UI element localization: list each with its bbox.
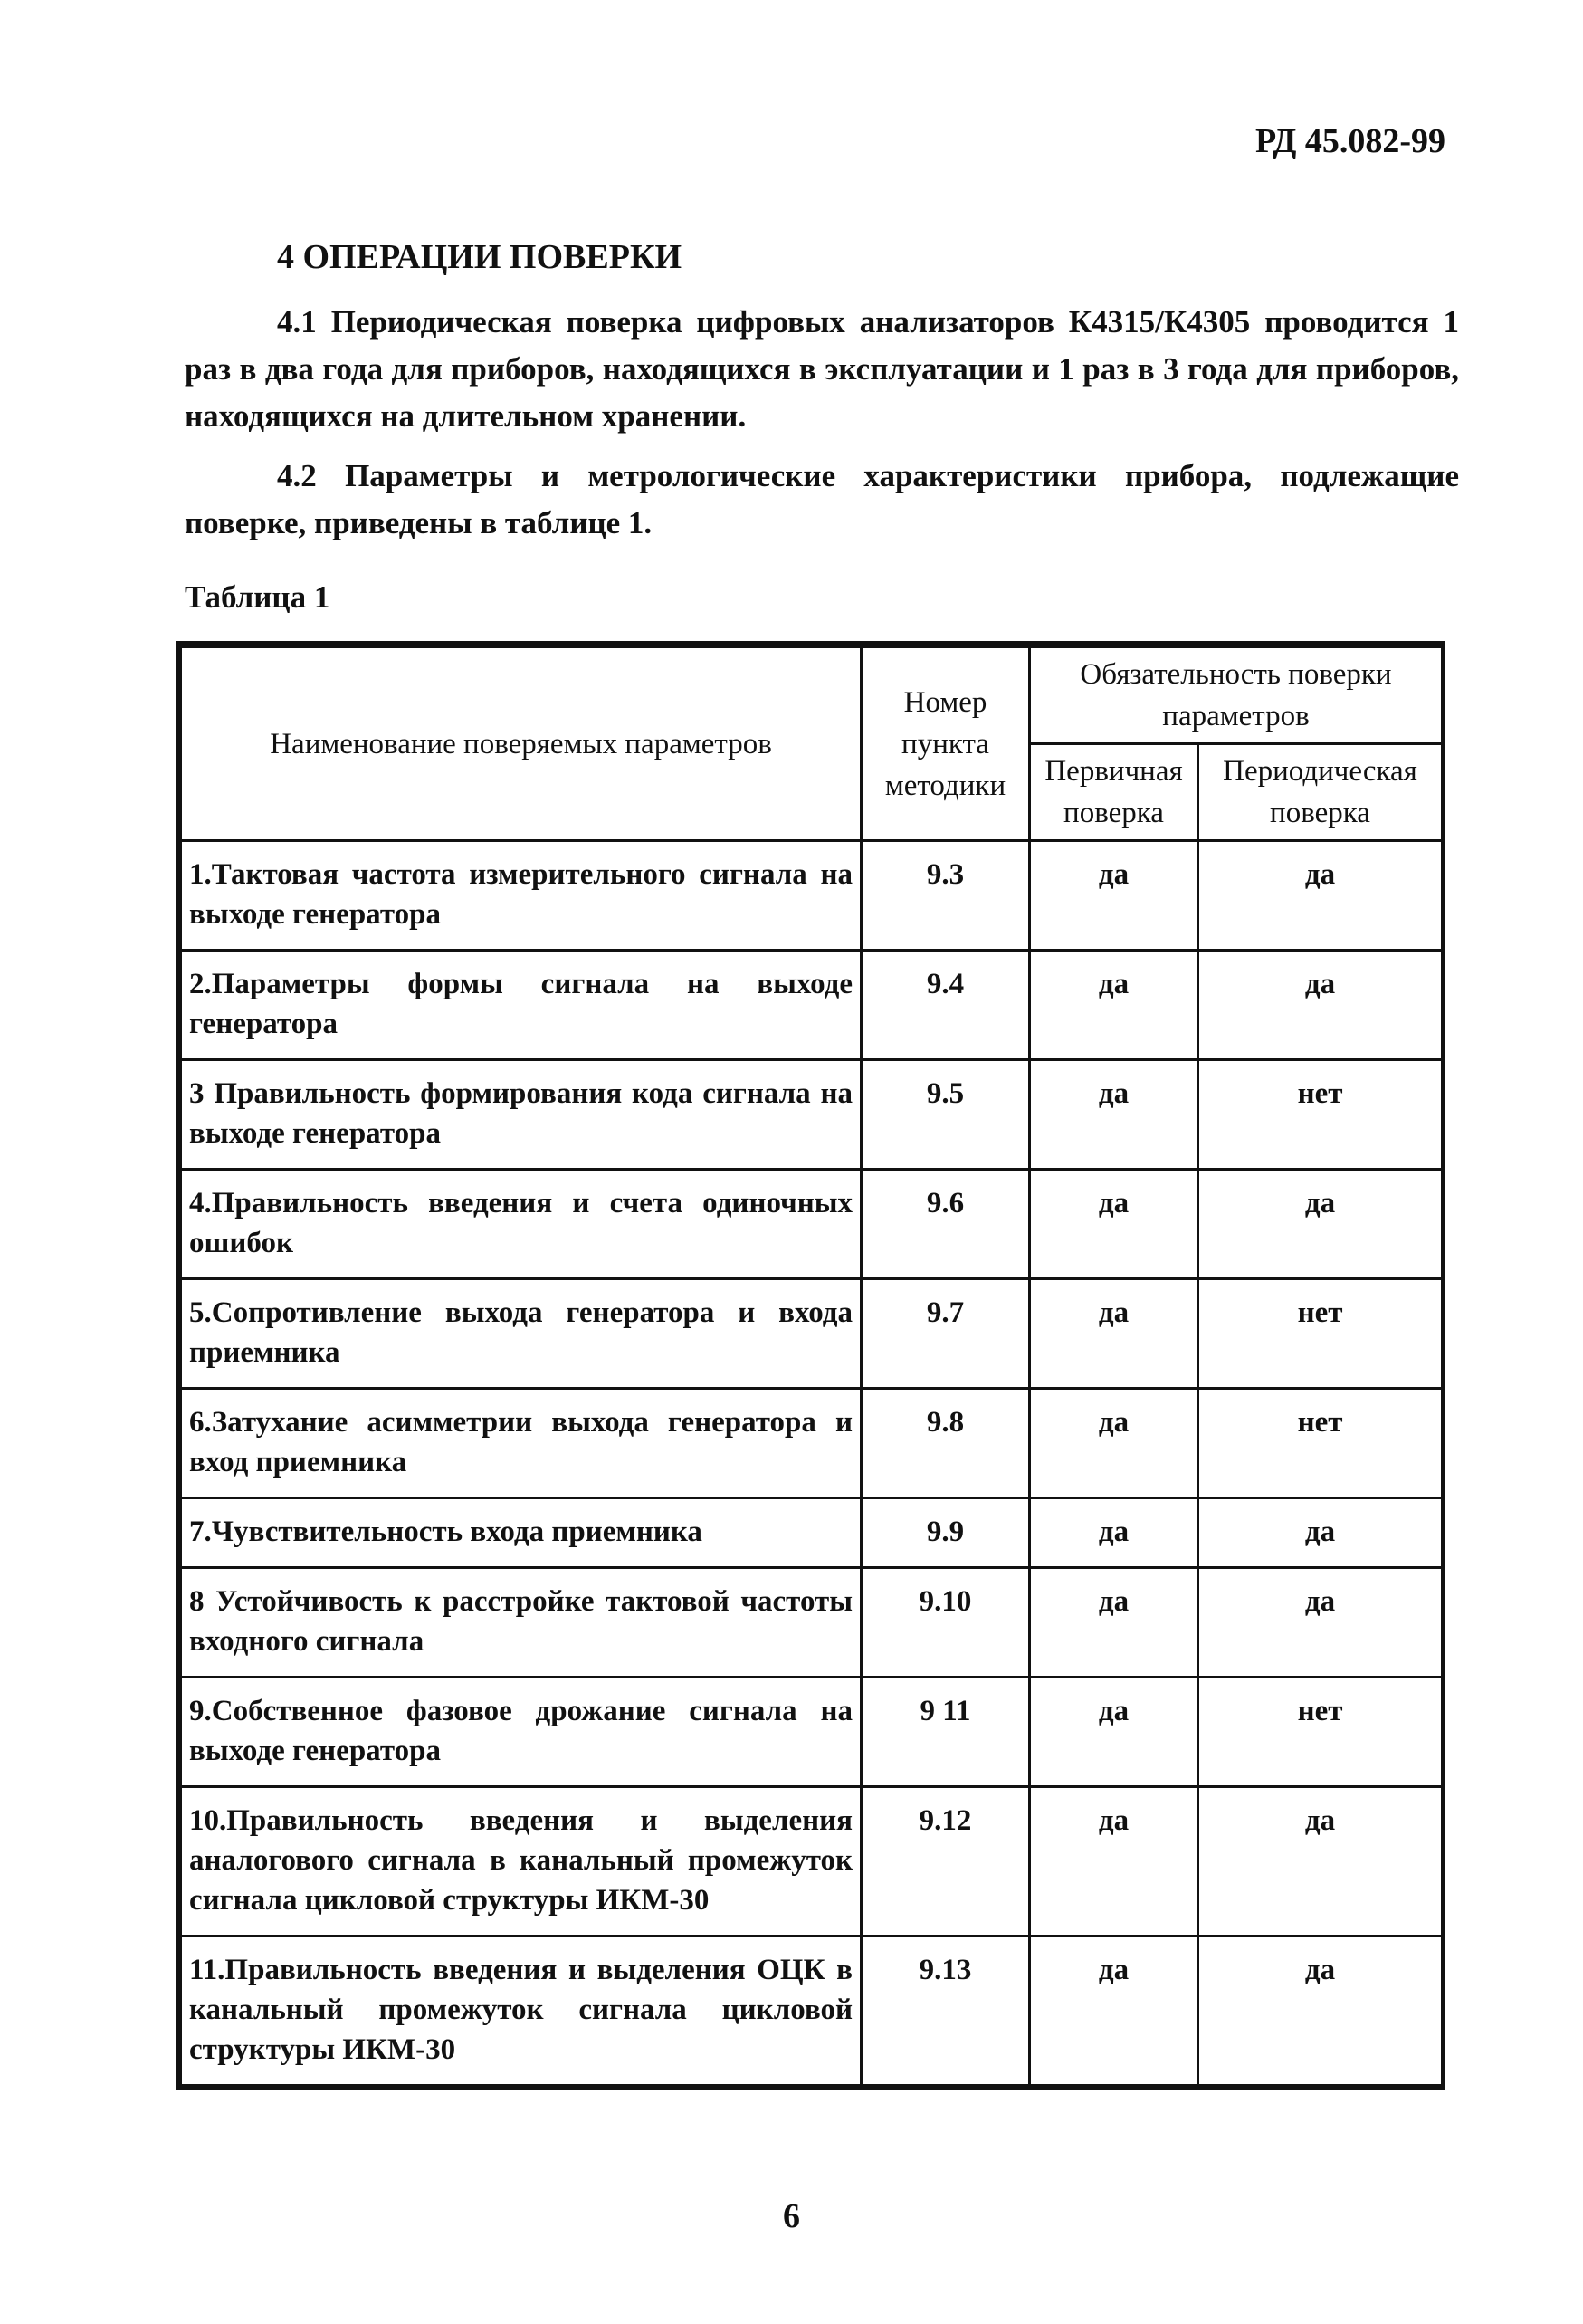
parameters-table [179, 646, 1444, 2087]
row-periodic-value: нет [1198, 1389, 1443, 1498]
row-periodic-value: да [1198, 1937, 1443, 2086]
row-parameter-name: 9.Собственное фазовое дрожание сигнала на выходе генератора [181, 1678, 862, 1787]
table-body [181, 841, 1443, 2086]
row-primary-value: да [1030, 1937, 1198, 2086]
header-method-number: Номер пункта методики [862, 647, 1030, 841]
table-row [181, 841, 1443, 951]
row-method-number: 9.10 [862, 1568, 1030, 1678]
header-obligation: Обязательность поверки параметров [1030, 647, 1443, 744]
row-parameter-name: 6.Затухание асимметрии выхода генератора и вход приемника [181, 1389, 862, 1498]
row-method-number: 9.3 [862, 841, 1030, 951]
document-code: РД 45.082-99 [1255, 122, 1445, 160]
row-periodic-value: нет [1198, 1060, 1443, 1170]
table-header-row [181, 647, 1443, 744]
row-parameter-name: 8 Устойчивость к расстройке тактовой частоты входного сигнала [181, 1568, 862, 1678]
row-periodic-value: да [1198, 841, 1443, 951]
table-row [181, 1568, 1443, 1678]
table-row [181, 1170, 1443, 1279]
header-parameter-name: Наименование поверяемых параметров [181, 647, 862, 841]
parameters-table-frame [176, 641, 1445, 2090]
section-title: 4 ОПЕРАЦИИ ПОВЕРКИ [277, 238, 682, 276]
row-periodic-value: нет [1198, 1279, 1443, 1389]
paragraph-number: 4.2 [277, 458, 317, 493]
row-parameter-name: 2.Параметры формы сигнала на выходе генератора [181, 951, 862, 1060]
row-method-number: 9.9 [862, 1498, 1030, 1568]
row-parameter-name: 10.Правильность введения и выделения аналогового сигнала в канальный промежуток сигнала цикловой структуры ИКМ-30 [181, 1787, 862, 1937]
row-primary-value: да [1030, 951, 1198, 1060]
row-parameter-name: 5.Сопротивление выхода генератора и входа приемника [181, 1279, 862, 1389]
row-periodic-value: нет [1198, 1678, 1443, 1787]
row-periodic-value: да [1198, 1568, 1443, 1678]
row-method-number: 9 11 [862, 1678, 1030, 1787]
paragraph-4-2 [185, 453, 1459, 547]
row-method-number: 9.13 [862, 1937, 1030, 2086]
row-primary-value: да [1030, 1279, 1198, 1389]
row-primary-value: да [1030, 1060, 1198, 1170]
row-method-number: 9.6 [862, 1170, 1030, 1279]
row-method-number: 9.5 [862, 1060, 1030, 1170]
table-row [181, 951, 1443, 1060]
row-primary-value: да [1030, 1787, 1198, 1937]
header-primary: Первичная поверка [1030, 744, 1198, 841]
row-parameter-name: 3 Правильность формирования кода сигнала на выходе генератора [181, 1060, 862, 1170]
row-primary-value: да [1030, 841, 1198, 951]
table-row [181, 1279, 1443, 1389]
paragraph-4-1 [185, 299, 1459, 440]
row-primary-value: да [1030, 1170, 1198, 1279]
row-primary-value: да [1030, 1568, 1198, 1678]
table-row [181, 1787, 1443, 1937]
row-primary-value: да [1030, 1389, 1198, 1498]
row-method-number: 9.7 [862, 1279, 1030, 1389]
row-primary-value: да [1030, 1498, 1198, 1568]
row-periodic-value: да [1198, 1787, 1443, 1937]
table-row [181, 1498, 1443, 1568]
row-primary-value: да [1030, 1678, 1198, 1787]
paragraph-number: 4.1 [277, 304, 317, 340]
row-parameter-name: 7.Чувствительность входа приемника [181, 1498, 862, 1568]
row-periodic-value: да [1198, 951, 1443, 1060]
row-periodic-value: да [1198, 1498, 1443, 1568]
row-parameter-name: 4.Правильность введения и счета одиночных ошибок [181, 1170, 862, 1279]
row-method-number: 9.8 [862, 1389, 1030, 1498]
paragraph-text: Периодическая поверка цифровых анализаторов К4315/К4305 проводится 1 раз в два года для приборов, находящихся в эксплуатации и 1 раз в 3 года для приборов, находящихся на длительном хранении. [185, 304, 1460, 434]
table-row [181, 1060, 1443, 1170]
header-periodic: Периодическая поверка [1198, 744, 1443, 841]
row-parameter-name: 1.Тактовая частота измерительного сигнала на выходе генератора [181, 841, 862, 951]
paragraph-text: Параметры и метрологические характеристики прибора, подлежащие поверке, приведены в таблице 1. [185, 458, 1460, 540]
row-parameter-name: 11.Правильность введения и выделения ОЦК в канальный промежуток сигнала цикловой структуры ИКМ-30 [181, 1937, 862, 2086]
table-row [181, 1678, 1443, 1787]
row-periodic-value: да [1198, 1170, 1443, 1279]
row-method-number: 9.4 [862, 951, 1030, 1060]
table-row [181, 1389, 1443, 1498]
page-number: 6 [783, 2197, 800, 2235]
row-method-number: 9.12 [862, 1787, 1030, 1937]
table-row [181, 1937, 1443, 2086]
table-caption: Таблица 1 [185, 579, 330, 615]
